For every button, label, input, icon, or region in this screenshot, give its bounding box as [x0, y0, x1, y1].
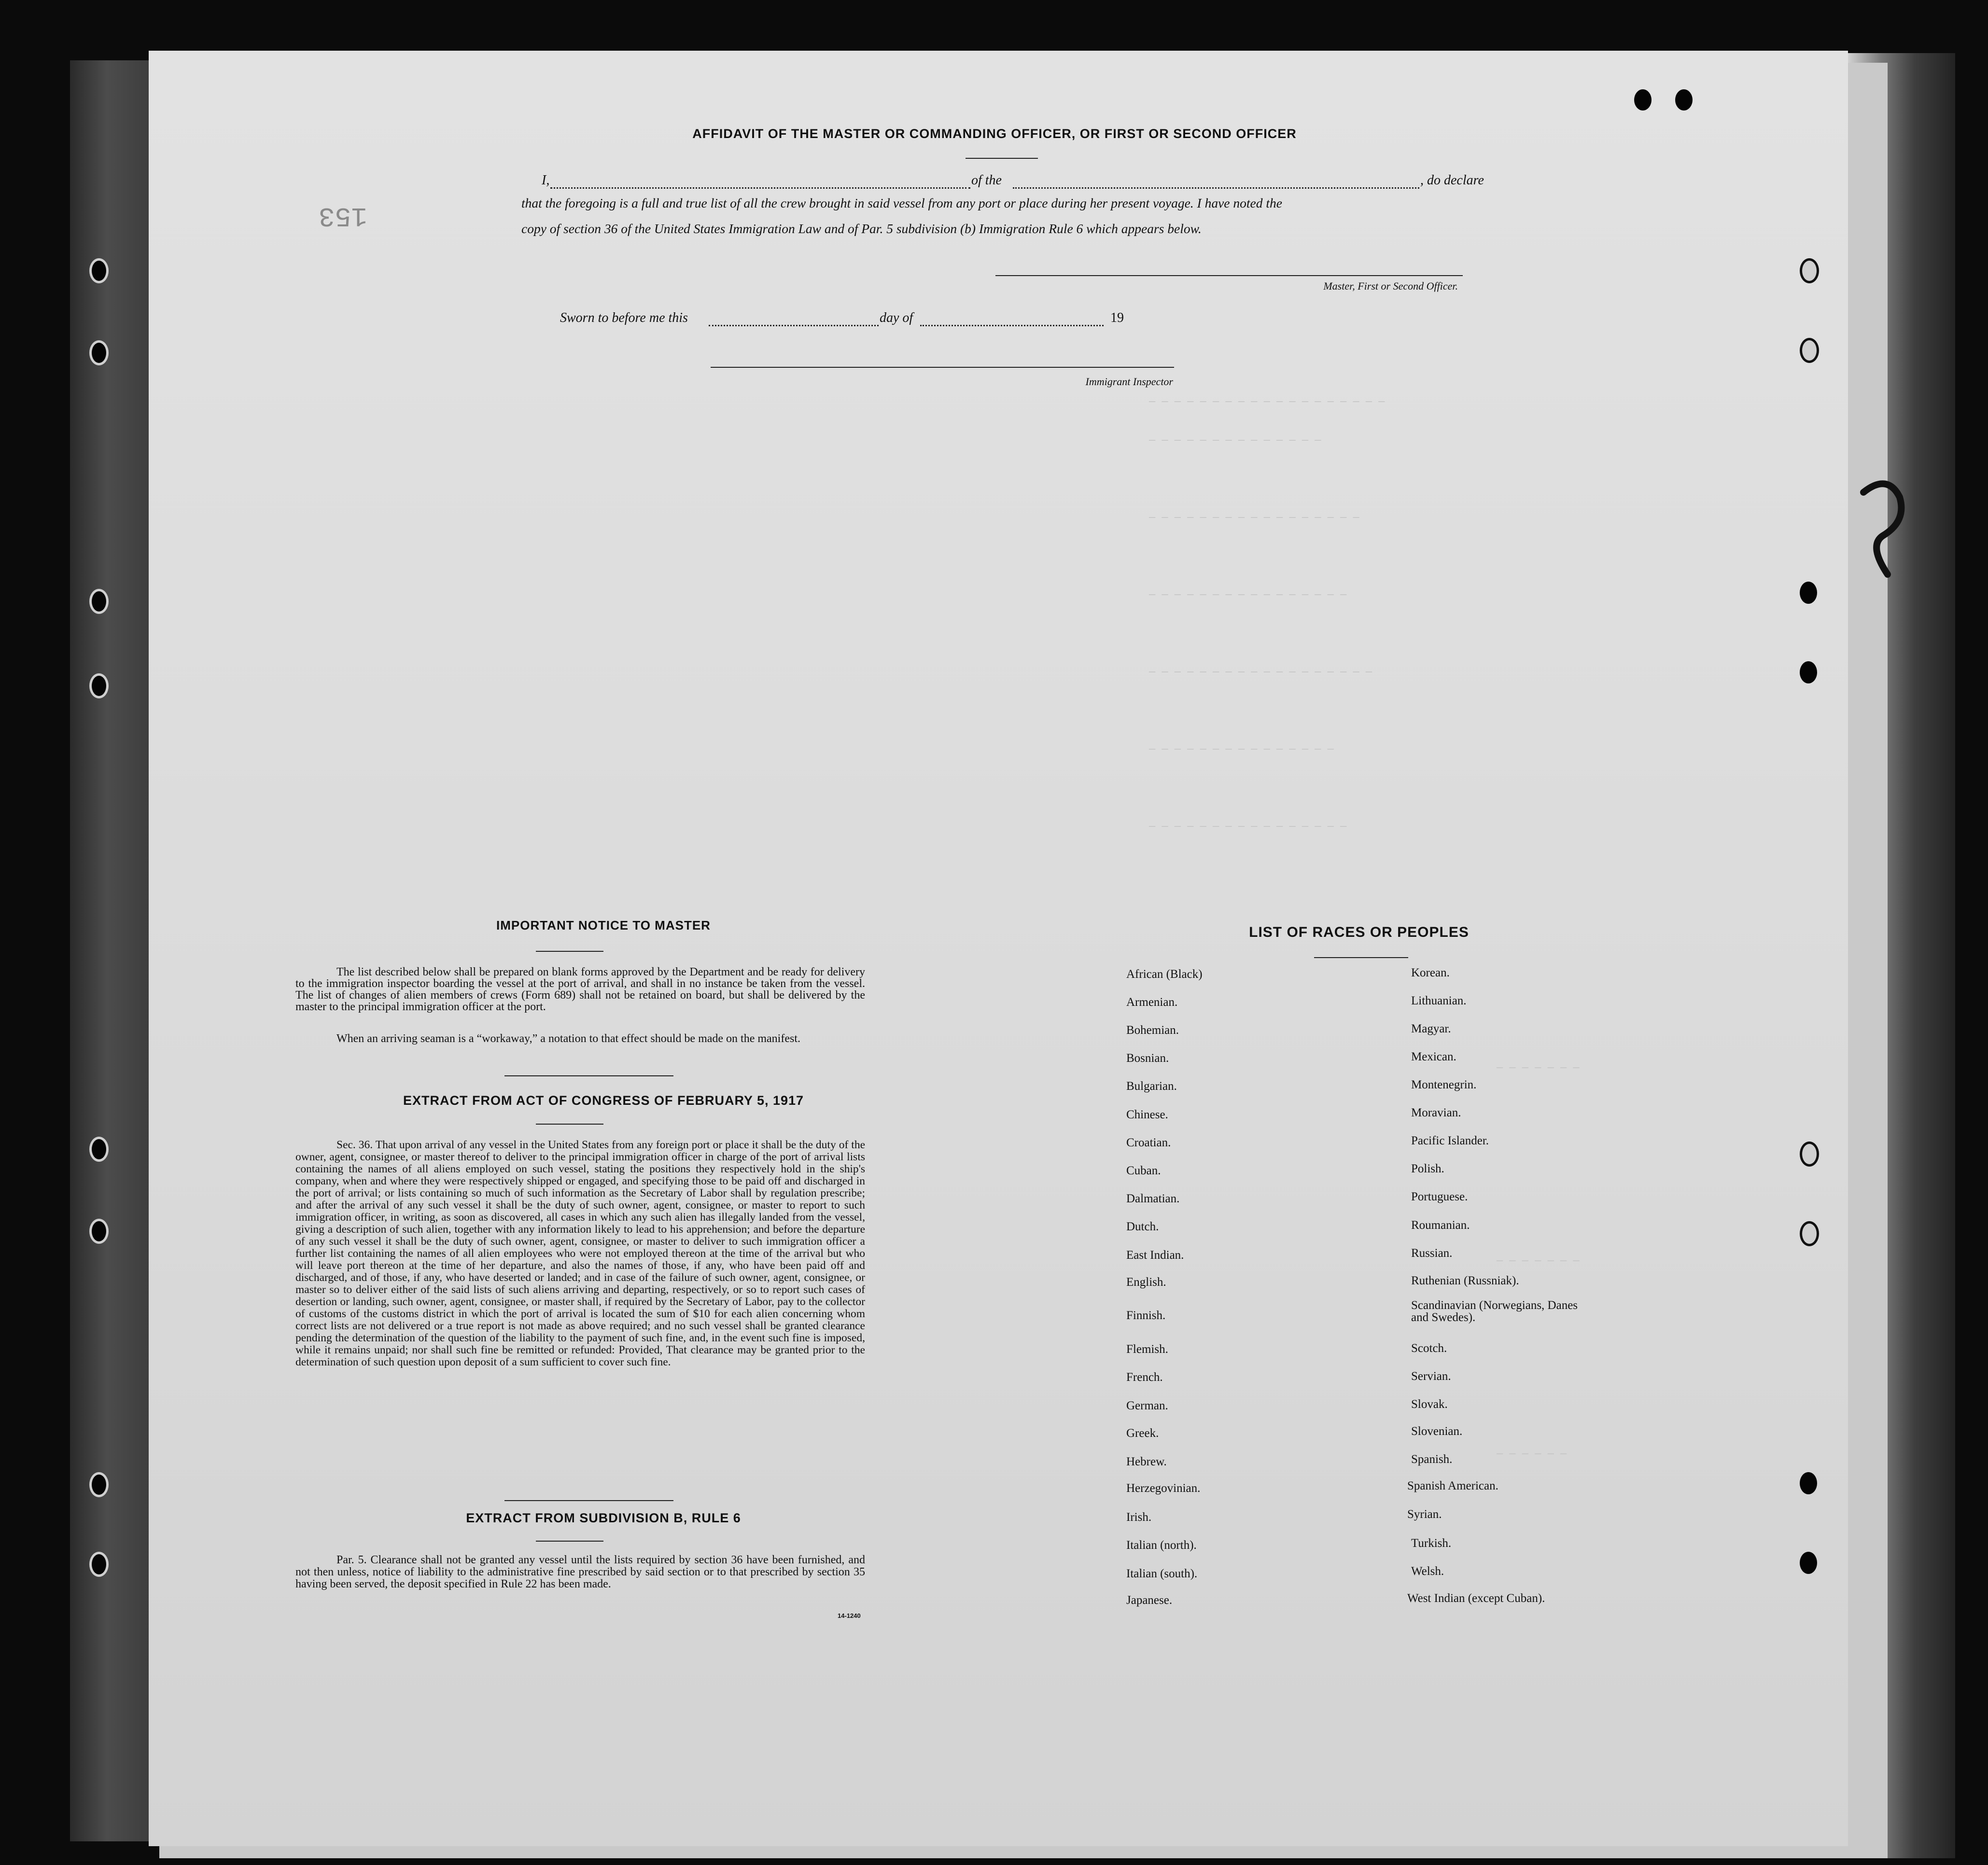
race-right-item: Polish. [1411, 1162, 1444, 1175]
binder-hole-left-1 [89, 258, 109, 283]
binder-hole-left-7 [89, 1472, 109, 1497]
binder-hole-left-8 [89, 1552, 109, 1577]
notice-title-rule [536, 951, 603, 952]
affidavit-line1-declare: , do declare [1420, 173, 1484, 188]
race-right-item: Syrian. [1407, 1508, 1442, 1521]
race-right-item: Servian. [1411, 1370, 1451, 1383]
race-left-item: African (Black) [1126, 968, 1203, 981]
race-left-item: Cuban. [1126, 1164, 1161, 1177]
race-left-item: Irish. [1126, 1511, 1152, 1524]
binder-hole-left-2 [89, 340, 109, 365]
race-left-item: English. [1126, 1276, 1166, 1289]
race-right-item: Moravian. [1411, 1106, 1461, 1119]
binder-hole-top-1 [1634, 89, 1652, 111]
affidavit-line1-i: I, [542, 173, 550, 188]
races-title-rule [1314, 957, 1408, 958]
affidavit-line3: copy of section 36 of the United States Immigration Law and of Par. 5 subdivision (b) Immigration Rule 6 which appears below. [521, 221, 1202, 236]
notice-title: IMPORTANT NOTICE TO MASTER [496, 918, 711, 932]
sworn-text: Sworn to before me this [560, 310, 688, 325]
binder-hole-right-5 [1800, 1141, 1819, 1167]
affidavit-line1-of: of the [971, 173, 1002, 188]
binder-hole-top-2 [1675, 89, 1693, 111]
race-right-item: Montenegrin. [1411, 1078, 1477, 1091]
extract-act-title: EXTRACT FROM ACT OF CONGRESS OF FEBRUARY 5, 1917 [403, 1093, 804, 1108]
race-left-item: Greek. [1126, 1427, 1159, 1440]
race-left-item: Flemish. [1126, 1343, 1168, 1356]
race-left-item: Dutch. [1126, 1220, 1159, 1233]
race-left-item: Hebrew. [1126, 1455, 1167, 1468]
race-left-item: Bulgarian. [1126, 1080, 1177, 1093]
sworn-day-of: day of [880, 310, 913, 325]
notice-para1: The list described below shall be prepared on blank forms approved by the Department and be ready for delivery to the immigration inspector boarding the vessel at the port of arrival, and shall in no instance be taken from the vessel. The list of changes of alien members of crews (Form 689) shall not be retained on board, but shall be delivered by the master to the principal immigration officer at the port. [295, 966, 865, 1013]
binder-hole-left-5 [89, 1137, 109, 1162]
binder-hole-left-4 [89, 673, 109, 698]
race-right-item: Scotch. [1411, 1342, 1447, 1355]
race-right-item: Portuguese. [1411, 1190, 1468, 1203]
race-left-item: Japanese. [1126, 1594, 1173, 1607]
race-left-item: Bosnian. [1126, 1052, 1169, 1065]
race-left-item: Italian (south). [1126, 1567, 1198, 1580]
affidavit-title-rule [966, 158, 1038, 159]
extract-act-body: Sec. 36. That upon arrival of any vessel in the United States from any foreign port or place it shall be the duty of the owner, agent, consignee, or master thereof to deliver to the principal immigration officer in charge of the port of arrival lists containing the names of all aliens employed on such vessel, stating the positions they respectively hold in the ship's company, when and where they were respectively shipped or engaged, and specifying those to be paid off and discharged in the port of arrival; or lists containing so much of such information as the Secretary of Labor shall by regulation prescribe; and after the arrival of any such vessel it shall be the duty of such owner, agent, consignee, or master to report to such immigration officer, in writing, as soon as discovered, all cases in which any such alien has illegally landed from the vessel, giving a description of such alien, together with any information likely to lead to his apprehension; and before the departure of any such vessel it shall be the duty of such owner, agent, consignee, or master to deliver to such immigration officer a further list containing the names of all alien employees who were not employed thereon at the time of the arrival but who will leave port thereon at the time of her departure, and also the names of those, if any, who have been paid off and discharged, and of those, if any, who have deserted or landed; and in case of the failure of such owner, agent, consignee, or master so to deliver either of the said lists of such aliens arriving and departing, respectively, or so to report such cases of desertion or landing, such owner, agent, consignee, or master shall, if required by the Secretary of Labor, pay to the collector of customs of the customs district in which the port of arrival is located the sum of $10 for each alien concerning whom correct lists are not delivered or a true report is not made as above required; and no such vessel shall be granted clearance pending the determination of the question of the liability to the payment of such fine, and, in the event such fine is imposed, while it remains unpaid; nor shall such fine be remitted or refunded: Provided, That clearance may be granted prior to the determination of such question upon deposit of a sum sufficient to cover such fine. [295, 1139, 865, 1368]
extract-rule-body: Par. 5. Clearance shall not be granted any vessel until the lists required by section 36 have been furnished, and not then unless, notice of liability to the administrative fine prescribed by said section or to that prescribed by section 35 having been served, the deposit specified in Rule 22 has been made. [295, 1554, 865, 1590]
race-left-item: Finnish. [1126, 1309, 1166, 1322]
race-right-item: Spanish. [1411, 1453, 1453, 1466]
binder-hole-left-3 [89, 589, 109, 614]
sworn-day-field[interactable] [709, 325, 879, 326]
race-left-item: Armenian. [1126, 996, 1178, 1009]
race-left-item: East Indian. [1126, 1249, 1184, 1262]
affidavit-vessel-field[interactable] [1013, 187, 1419, 189]
affidavit-line2: that the foregoing is a full and true list of all the crew brought in said vessel from any port or place during her present voyage. I have noted the [521, 195, 1282, 210]
race-left-item: German. [1126, 1399, 1168, 1412]
binder-hole-right-3 [1800, 582, 1817, 604]
binder-hole-right-8 [1800, 1552, 1817, 1574]
binder-hole-left-6 [89, 1219, 109, 1244]
race-left-item: Croatian. [1126, 1136, 1171, 1149]
race-right-item: Roumanian. [1411, 1219, 1470, 1232]
race-right-item: Magyar. [1411, 1022, 1451, 1035]
inspector-signature-line[interactable] [711, 367, 1174, 368]
race-right-item: Spanish American. [1407, 1479, 1498, 1492]
race-right-item: Mexican. [1411, 1050, 1456, 1063]
section-divider-1 [504, 1075, 673, 1076]
inspector-label: Immigrant Inspector [1085, 376, 1173, 388]
stamp-number: 153 [319, 200, 367, 231]
binder-hole-right-7 [1800, 1472, 1817, 1494]
races-title: LIST OF RACES OR PEOPLES [1249, 924, 1469, 940]
race-right-item: Ruthenian (Russniak). [1411, 1274, 1519, 1287]
sworn-month-field[interactable] [920, 325, 1104, 326]
binder-hole-right-6 [1800, 1221, 1819, 1246]
master-signature-line[interactable] [995, 275, 1463, 276]
extract-act-title-rule [536, 1124, 603, 1125]
race-left-item: French. [1126, 1371, 1163, 1384]
race-right-item: Slovak. [1411, 1398, 1448, 1411]
section-divider-2 [504, 1500, 673, 1501]
race-right-item: Scandinavian (Norwegians, Danes and Swedes). [1411, 1299, 1578, 1324]
binder-hole-right-1 [1800, 258, 1819, 283]
race-left-item: Herzegovinian. [1126, 1482, 1201, 1495]
race-right-item: West Indian (except Cuban). [1407, 1592, 1545, 1605]
left-binder-edge [70, 60, 162, 1841]
binder-hole-right-4 [1800, 661, 1817, 683]
extract-rule-title: EXTRACT FROM SUBDIVISION B, RULE 6 [466, 1511, 741, 1525]
race-right-item: Slovenian. [1411, 1425, 1463, 1438]
race-left-item: Chinese. [1126, 1108, 1168, 1121]
handwritten-mark [1854, 478, 1912, 584]
race-right-item: Lithuanian. [1411, 994, 1467, 1007]
extract-rule-title-rule [536, 1541, 603, 1542]
binder-hole-right-2 [1800, 338, 1819, 363]
race-left-item: Italian (north). [1126, 1539, 1197, 1552]
race-right-item: Russian. [1411, 1247, 1453, 1260]
affidavit-title: AFFIDAVIT OF THE MASTER OR COMMANDING OFFICER, OR FIRST OR SECOND OFFICER [692, 126, 1297, 141]
master-signature-label: Master, First or Second Officer. [1323, 280, 1458, 292]
sworn-year: 19 [1110, 310, 1124, 325]
race-right-item: Turkish. [1411, 1537, 1452, 1550]
race-right-item: Welsh. [1411, 1565, 1444, 1578]
race-left-item: Dalmatian. [1126, 1192, 1180, 1205]
form-number: 14-1240 [838, 1612, 861, 1619]
race-right-item: Pacific Islander. [1411, 1134, 1489, 1147]
race-right-item: Korean. [1411, 966, 1450, 979]
notice-para2: When an arriving seaman is a “workaway,” a notation to that effect should be made on the manifest. [336, 1032, 800, 1045]
race-left-item: Bohemian. [1126, 1024, 1179, 1037]
affidavit-name-field[interactable] [550, 187, 970, 189]
